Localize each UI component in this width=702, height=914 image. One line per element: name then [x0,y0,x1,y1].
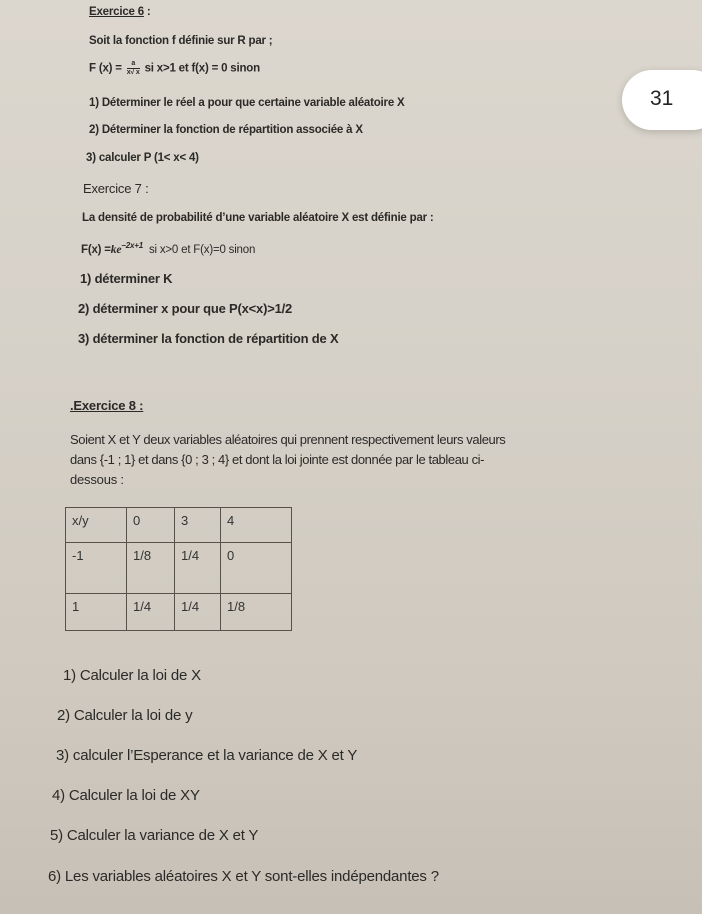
exercise-6-formula [89,60,260,77]
exercise-7-question: 1) déterminer K [80,271,173,286]
table-row [66,543,292,594]
joint-distribution-table [65,507,292,631]
table-header-row [66,508,292,543]
table-cell: 1 [66,594,127,631]
table-cell: x/y [66,508,127,543]
exercise-7-title: Exercice 7 : [83,181,149,196]
exercise-8-intro-line: dans {-1 ; 1} et dans {0 ; 3 ; 4} et dont la loi jointe est donnée par le tableau ci- [70,452,485,467]
table-cell: 1/4 [175,543,221,594]
table-cell: 4 [221,508,292,543]
heading-suffix: : [143,6,151,18]
fraction-numerator: a [127,60,140,69]
fraction-denominator: x√ x [126,69,140,76]
exercise-8-question: 6) Les variables aléatoires X et Y sont-elles indépendantes ? [48,868,439,885]
exercise-6-question: 1) Déterminer le réel a pour que certaine variable aléatoire X [89,97,405,109]
exercise-6-title: Exercice 6 [89,6,144,18]
exercise-6-intro: Soit la fonction f définie sur R par ; [89,35,273,47]
exercise-8-intro-line: Soient X et Y deux variables aléatoires qui prennent respectivement leurs valeurs [70,432,506,447]
formula-rhs: si x>1 et f(x) = 0 sinon [144,62,260,75]
table-cell: -1 [66,543,127,594]
exercise-6-heading [89,6,151,18]
table-cell: 0 [221,543,292,594]
formula-exponent: −2x+1 [121,241,143,250]
table-cell: 3 [175,508,221,543]
exercise-7-question: 2) déterminer x pour que P(x<x)>1/2 [78,301,293,316]
formula-rhs: si x>0 et F(x)=0 sinon [148,243,256,256]
table-cell: 1/4 [127,594,175,631]
table-cell: 1/8 [127,543,175,594]
exercise-7-intro: La densité de probabilité d’une variable aléatoire X est définie par : [82,212,434,224]
exercise-8-intro-line: dessous : [70,472,124,487]
page-number-badge [622,70,702,130]
formula-k-exp: ke [110,243,122,256]
formula-fraction [127,60,140,77]
exercise-8-question: 5) Calculer la variance de X et Y [50,827,259,844]
exercise-8-question: 3) calculer l’Esperance et la variance de X et Y [56,747,358,764]
formula-lhs: F (x) = [89,62,122,75]
exercise-8-question: 4) Calculer la loi de XY [52,787,200,804]
table-cell: 1/4 [175,594,221,631]
exercise-8-title: .Exercice 8 : [70,398,144,413]
exercise-8-question: 1) Calculer la loi de X [63,667,201,684]
exercise-8-question: 2) Calculer la loi de y [57,707,193,724]
table-row [66,594,292,631]
exercise-7-question: 3) déterminer la fonction de répartition de X [78,331,339,346]
page-number: 31 [650,87,674,110]
exercise-7-formula [81,241,255,256]
exercise-6-question: 2) Déterminer la fonction de répartition associée à X [89,124,363,136]
table-cell: 0 [127,508,175,543]
formula-lhs: F(x) = [81,243,111,256]
table-cell: 1/8 [221,594,292,631]
exercise-6-question: 3) calculer P (1< x< 4) [86,152,199,164]
